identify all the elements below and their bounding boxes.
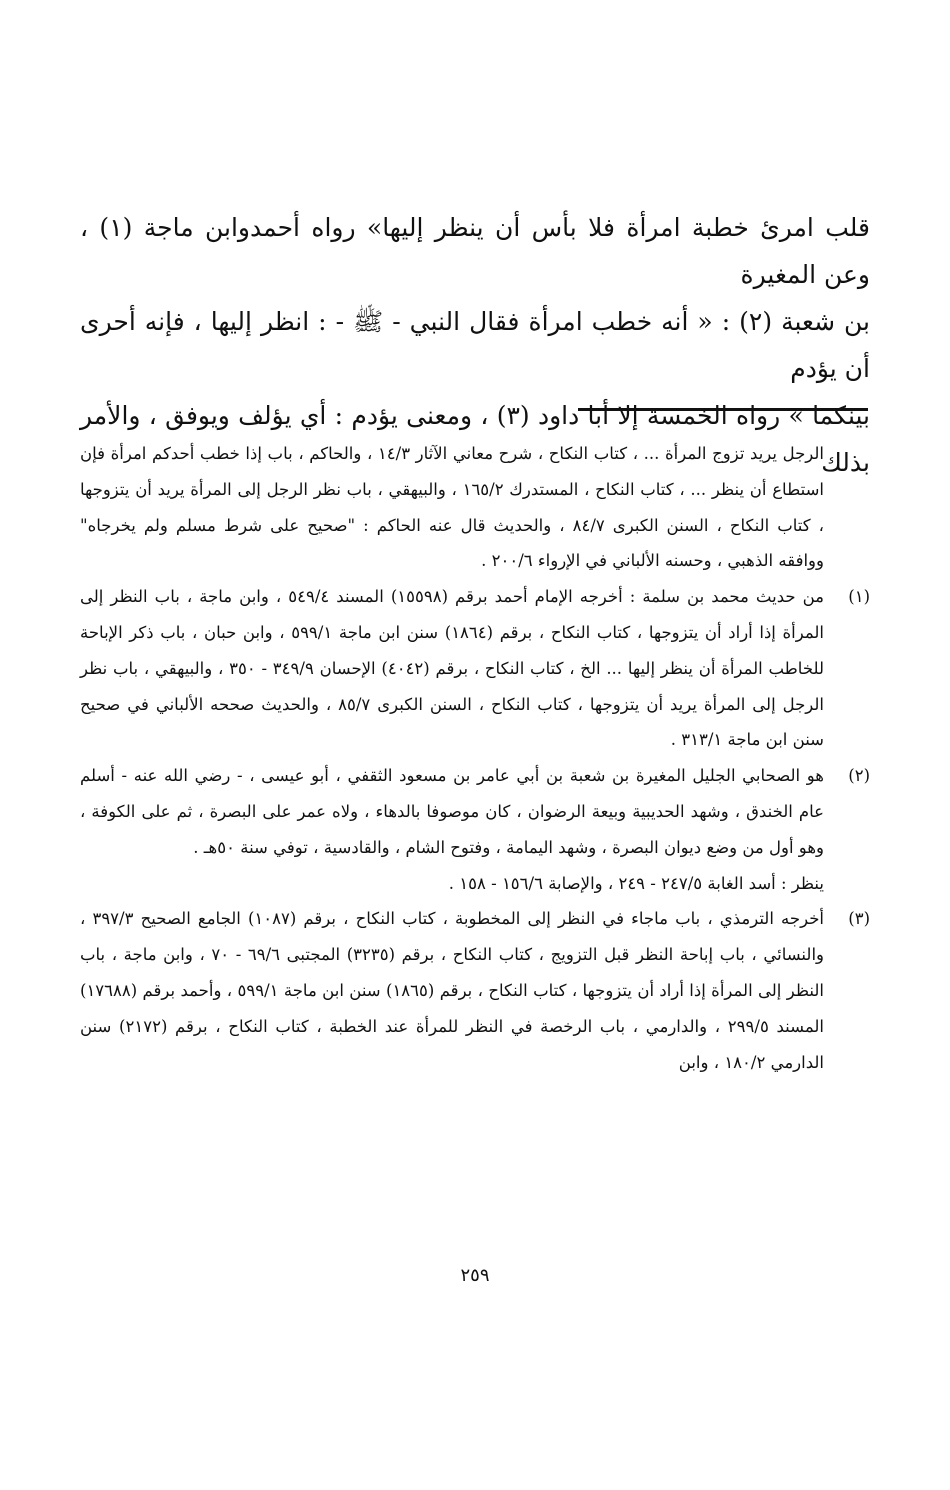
footnote-1 bbox=[80, 579, 870, 758]
footnote-text: الرجل يريد تزوج المرأة ... ، كتاب النكاح ، شرح معاني الآثار ١٤/٣ ، والحاكم ، باب إذا خطب أحدكم امرأة فإن استطاع أن ينظر ... ، كتاب النكاح ، المستدرك ١٦٥/٢ ، والبيهقي ، باب نظر الرجل إلى المرأة يريد أن يتزوجها ، كتاب النكاح ، السنن الكبرى ٨٤/٧ ، والحديث قال عنه الحاكم : "صحيح على شرط مسلم ولم يخرجاه" ووافقه الذهبي ، وحسنه الألباني في الإرواء ٢٠٠/٦ . bbox=[80, 444, 825, 571]
main-text-line: بن شعبة (٢) : « أنه خطب امرأة فقال النبي - ﷺ - : انظر إليها ، فإنه أحرى أن يؤدم bbox=[80, 307, 871, 383]
footnote-reference: ينظر : أسد الغابة ٢٤٧/٥ - ٢٤٩ ، والإصابة ١٥٦/٦ - ١٥٨ . bbox=[448, 873, 824, 893]
footnote-continuation bbox=[80, 436, 870, 579]
footnote-number: (٢) bbox=[848, 766, 870, 786]
footnote-divider bbox=[578, 408, 868, 411]
footnotes bbox=[80, 436, 870, 1080]
footnote-number: (٣) bbox=[848, 909, 870, 929]
main-text-line: قلب امرئ خطبة امرأة فلا بأس أن ينظر إليها» رواه أحمدوابن ماجة (١) ، وعن المغيرة bbox=[80, 213, 870, 289]
footnote-text: أخرجه الترمذي ، باب ماجاء في النظر إلى المخطوبة ، كتاب النكاح ، برقم (١٠٨٧) الجامع الصحيح ٣٩٧/٣ ، والنسائي ، باب إباحة النظر قبل التزويج ، كتاب النكاح ، برقم (٣٢٣٥) المجتبى ٦٩/٦ - ٧٠ ، وابن ماجة ، باب النظر إلى المرأة إذا أراد أن يتزوجها ، كتاب النكاح ، برقم (١٨٦٥) سنن ابن ماجة ٥٩٩/١ ، وأحمد برقم (١٧٦٨٨) المسند ٢٩٩/٥ ، والدارمي ، باب الرخصة في النظر للمرأة عند الخطبة ، كتاب النكاح ، برقم (٢١٧٢) سنن الدارمي ١٨٠/٢ ، وابن bbox=[80, 909, 824, 1072]
footnote-text: هو الصحابي الجليل المغيرة بن شعبة بن أبي عامر بن مسعود الثقفي ، أبو عيسى ، - رضي الله عنه - أسلم عام الخندق ، وشهد الحديبية وبيعة الرضوان ، كان موصوفا بالدهاء ، ولاه عمر على البصرة ، ثم على الكوفة ، وهو أول من وضع ديوان البصرة ، وشهد اليمامة ، وفتوح الشام ، والقادسية ، توفي سنة ٥٠هـ . bbox=[80, 766, 824, 857]
footnote-3 bbox=[80, 901, 870, 1080]
page-number: ٢٥٩ bbox=[460, 1265, 490, 1286]
footnote-2 bbox=[80, 758, 870, 901]
footnote-number: (١) bbox=[848, 587, 870, 607]
main-text-line: بينكما » رواه الخمسة إلا أبا داود (٣) ، ومعنى يؤدم : أي يؤلف ويوفق ، والأمر بذلك bbox=[80, 401, 870, 477]
footnote-text: من حديث محمد بن سلمة : أخرجه الإمام أحمد برقم (١٥٥٩٨) المسند ٥٤٩/٤ ، وابن ماجة ، باب النظر إلى المرأة إذا أراد أن يتزوجها ، كتاب النكاح ، برقم (١٨٦٤) سنن ابن ماجة ٥٩٩/١ ، وابن حبان ، باب ذكر الإباحة للخاطب المرأة أن ينظر إليها ... الخ ، كتاب النكاح ، برقم (٤٠٤٢) الإحسان ٣٤٩/٩ - ٣٥٠ ، والبيهقي ، باب نظر الرجل إلى المرأة يريد أن يتزوجها ، كتاب النكاح ، السنن الكبرى ٨٥/٧ ، والحديث صححه الألباني في صحيح سنن ابن ماجة ٣١٣/١ . bbox=[80, 587, 825, 750]
